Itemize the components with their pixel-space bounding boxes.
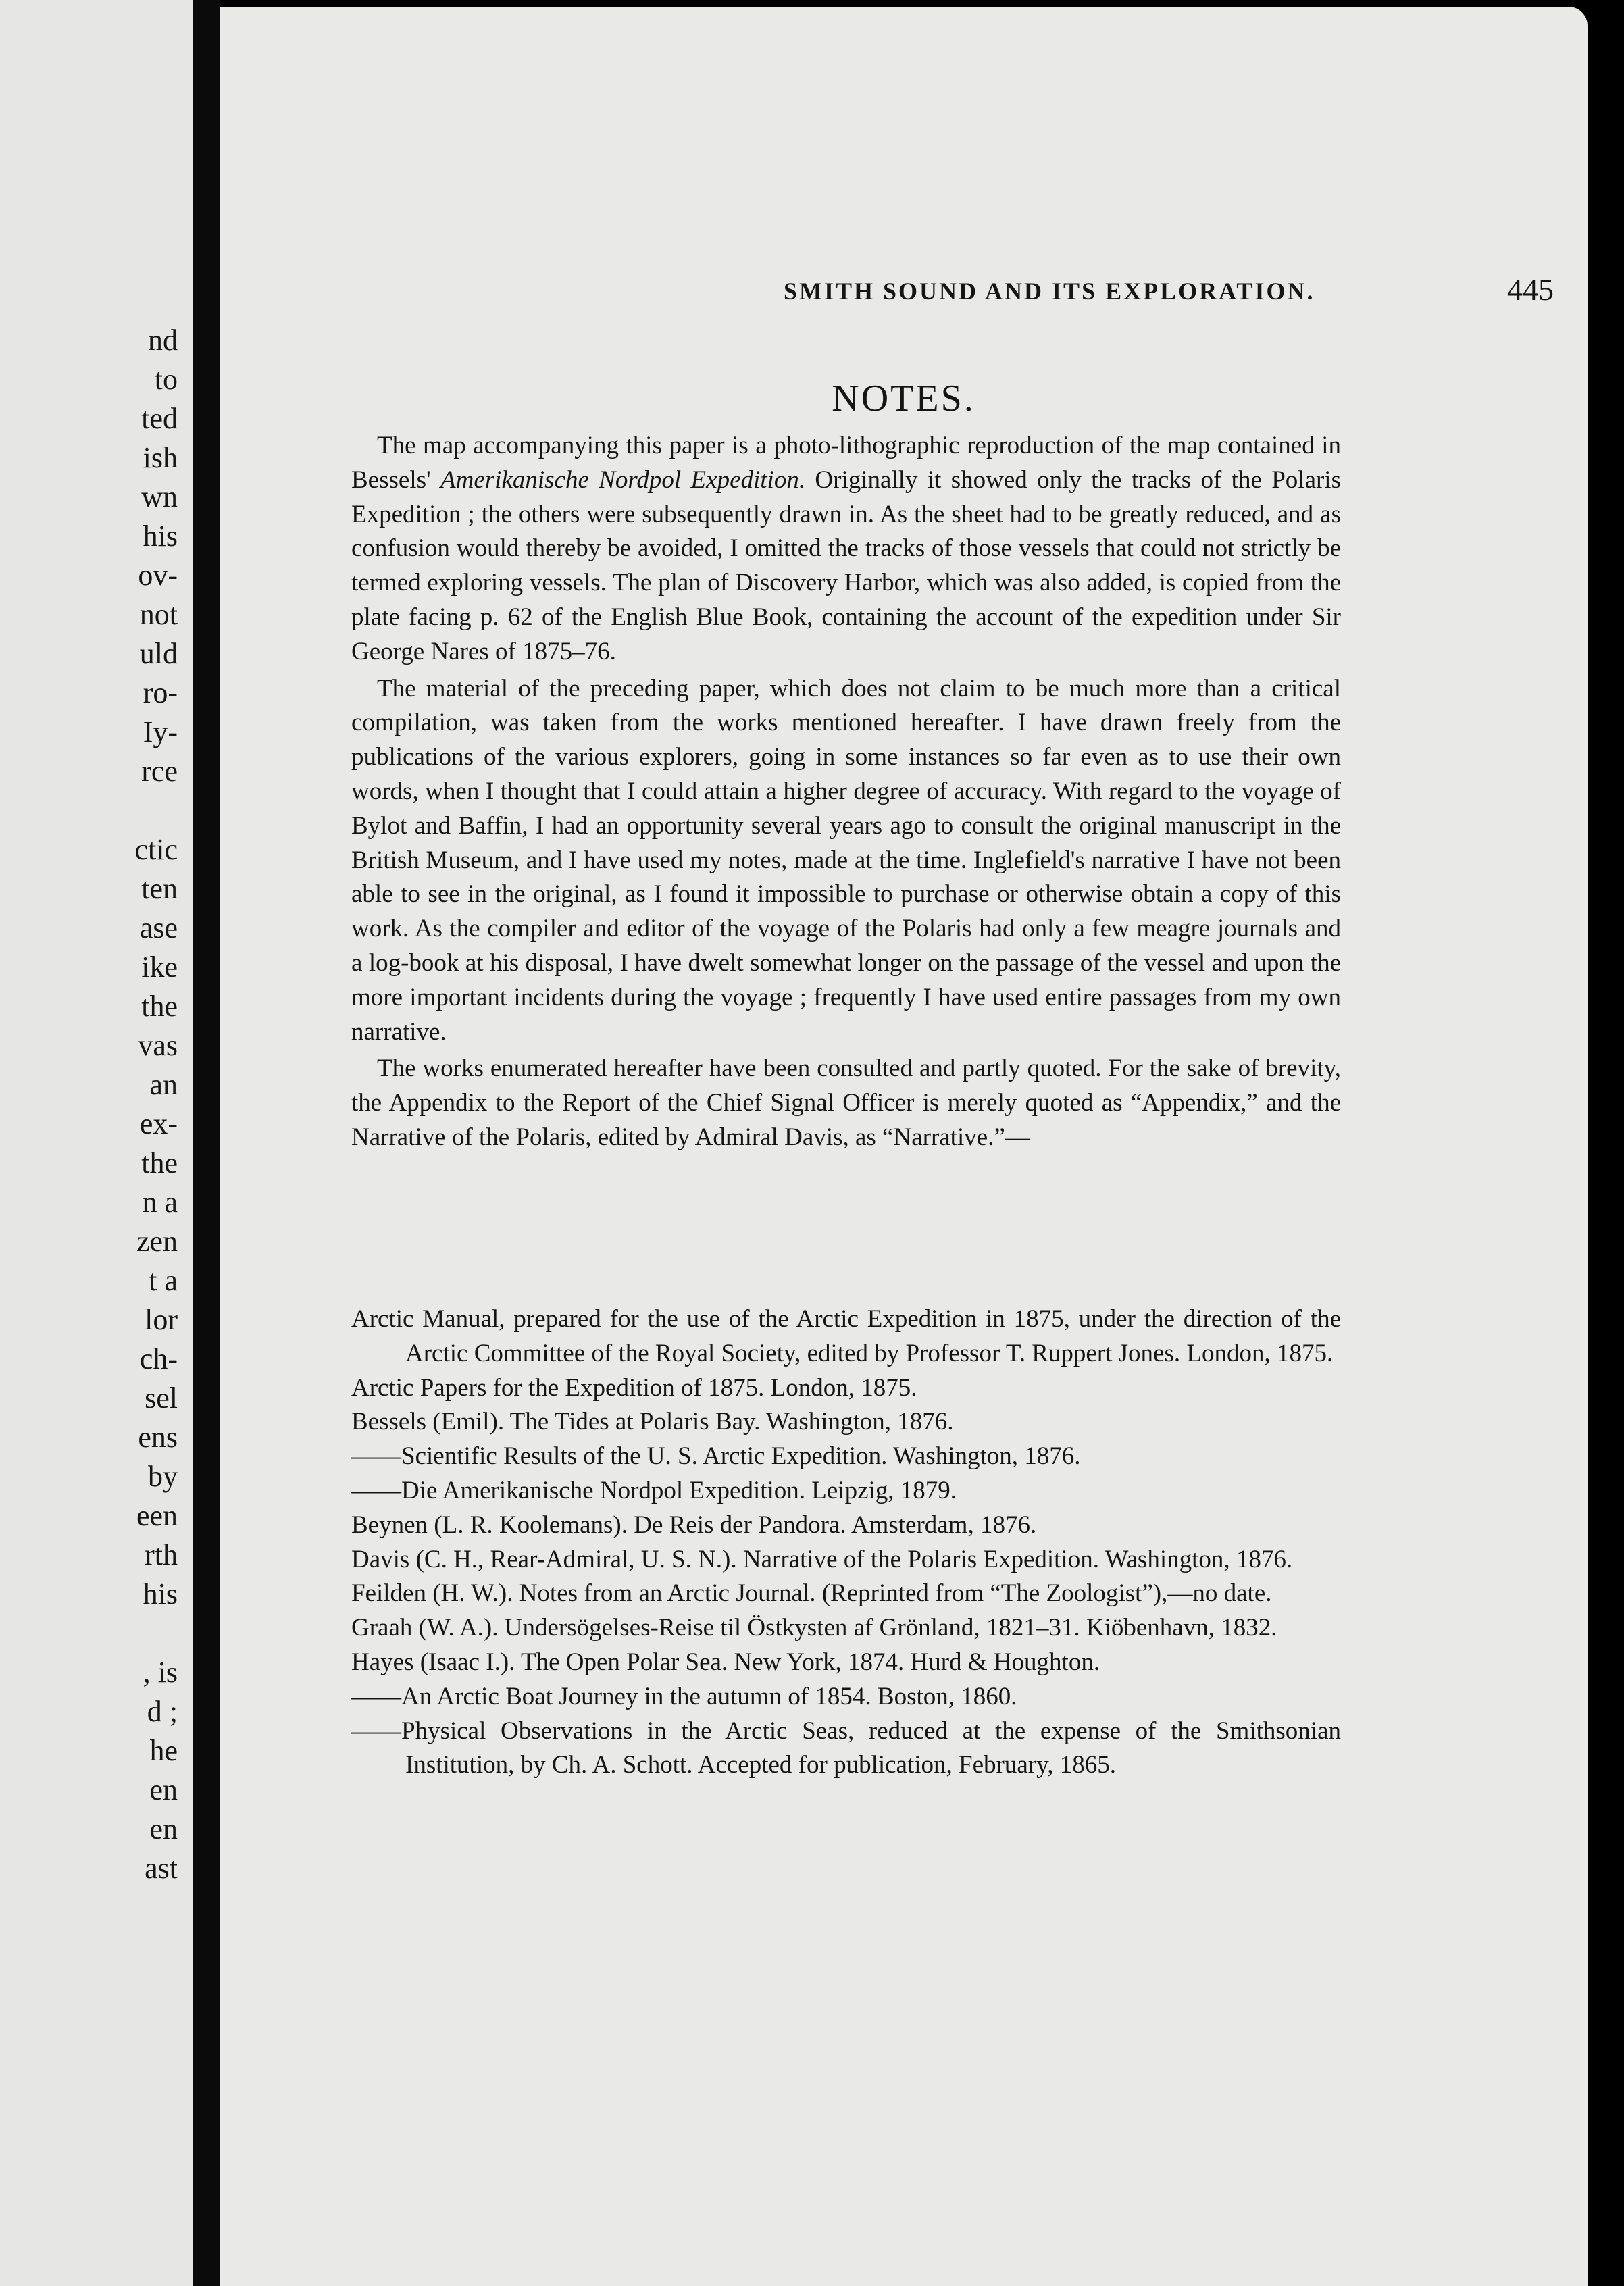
facing-page-line: ctic: [134, 833, 178, 866]
book-title-italic: Amerikanische Nordpol Expedition.: [440, 465, 806, 494]
paragraph-2: The material of the preceding paper, which does not claim to be much more than a critical compilation, was taken from the works mentioned hereafter. I have drawn freely from the publications of the various explorers, going in some instances so far even as to use their own words, when I thought that I could attain a higher degree of accuracy. With regard to the voyage of Bylot and Baffin, I had an opportunity several years ago to consult the original manuscript in the British Museum, and I have used my notes, made at the time. Inglefield's narrative I have not been able to see in the original, as I found it impossible to purchase or otherwise obtain a copy of this work. As the compiler and editor of the voyage of the Polaris had only a few meagre journals and a log-book at his disposal, I have dwelt somewhat longer on the passage of the vessel and upon the more important incidents during the voyage ; frequently I have used entire passages from my own narrative.: [351, 674, 1341, 1046]
facing-page-line: zen: [136, 1225, 178, 1258]
facing-page-line: wn: [141, 480, 178, 513]
facing-page-line: , is: [143, 1656, 178, 1689]
reference-item: Hayes (Isaac I.). The Open Polar Sea. New York, 1874. Hurd & Houghton.: [351, 1648, 1100, 1676]
paragraph-3: The works enumerated hereafter have been consulted and partly quoted. For the sake of brevity, the Appendix to the Report of the Chief Signal Officer is merely quoted as “Appendix,” and the Narrative of the Polaris, edited by Admiral Davis, as “Narrative.”—: [351, 1055, 1341, 1151]
facing-page-line: en: [149, 1773, 178, 1806]
facing-page-line: his: [143, 519, 178, 553]
facing-page-line: uld: [139, 637, 178, 670]
paragraph-1-text-end: Originally it showed only the tracks of the Polaris Expedition ; the others were subsequently drawn in. As the sheet had to be greatly reduced, and as confusion would thereby be avoided, I omitted the tracks of those vessels that could not strictly be termed exploring vessels. The plan of Discovery Harbor, which was also added, is copied from the plate facing p. 62 of the English Blue Book, containing the account of the expedition under Sir George Nares of 1875–76.: [351, 465, 1341, 665]
facing-page-line: Iy-: [143, 715, 178, 748]
facing-page-line: rth: [145, 1538, 178, 1571]
paragraph-1: [351, 429, 1341, 669]
paragraph-1-text-start: The map accompanying this paper is a photo-lithographic reproduction of the map contained in Bessels': [351, 432, 1341, 494]
section-title: NOTES.: [832, 378, 975, 420]
page-number: 445: [1507, 272, 1554, 307]
facing-page-line: not: [139, 598, 178, 631]
facing-page: [0, 0, 193, 2286]
facing-page-line: een: [136, 1499, 178, 1532]
facing-page-line: n a: [142, 1186, 178, 1219]
facing-page-line: by: [148, 1460, 178, 1493]
facing-page-line: his: [143, 1577, 178, 1610]
facing-page-line: [0, 791, 193, 830]
facing-page-line: ro-: [143, 676, 178, 709]
facing-page-line: ast: [145, 1852, 178, 1885]
facing-page-line: t a: [149, 1264, 178, 1297]
notes-body: [351, 429, 1341, 1158]
facing-page-line: ens: [138, 1421, 178, 1454]
page: [220, 7, 1588, 2286]
page-header: [561, 272, 1554, 312]
facing-page-line: [0, 1614, 193, 1653]
facing-page-line: ov-: [138, 559, 178, 592]
reference-item: Beynen (L. R. Koolemans). De Reis der Pandora. Amsterdam, 1876.: [351, 1510, 1037, 1539]
reference-item: ——An Arctic Boat Journey in the autumn of 1854. Boston, 1860.: [351, 1682, 1017, 1710]
facing-page-line: lor: [145, 1303, 178, 1336]
facing-page-line: ike: [141, 950, 178, 984]
facing-page-line: ish: [143, 441, 178, 474]
reference-item: ——Scientific Results of the U. S. Arctic Expedition. Washington, 1876.: [351, 1442, 1081, 1471]
reference-item: Arctic Papers for the Expedition of 1875. London, 1875.: [351, 1373, 917, 1402]
reference-item: Arctic Manual, prepared for the use of the Arctic Expedition in 1875, under the direction of the Arctic Committee of the Royal Society, edited by Professor T. Ruppert Jones. London, 1875.: [351, 1305, 1341, 1367]
facing-page-line: sel: [145, 1381, 178, 1415]
facing-page-line: d ;: [147, 1695, 178, 1728]
facing-page-line: ten: [141, 872, 178, 905]
facing-page-text: [0, 321, 193, 1888]
facing-page-line: nd: [148, 324, 178, 357]
facing-page-line: ase: [139, 911, 178, 944]
reference-item: Davis (C. H., Rear-Admiral, U. S. N.). Narrative of the Polaris Expedition. Washington, 1876.: [351, 1545, 1293, 1573]
facing-page-line: ch-: [139, 1342, 178, 1375]
facing-page-line: an: [149, 1068, 178, 1101]
facing-page-line: the: [141, 990, 178, 1023]
reference-item: ——Die Amerikanische Nordpol Expedition. Leipzig, 1879.: [351, 1476, 957, 1504]
running-title: SMITH SOUND AND ITS EXPLORATION.: [784, 278, 1315, 305]
facing-page-line: en: [149, 1812, 178, 1846]
reference-item: ——Physical Observations in the Arctic Seas, reduced at the expense of the Smithsonian Institution, by Ch. A. Schott. Accepted for publication, February, 1865.: [351, 1717, 1341, 1779]
reference-list: [351, 1302, 1341, 1783]
reference-item: Bessels (Emil). The Tides at Polaris Bay. Washington, 1876.: [351, 1408, 954, 1436]
facing-page-line: rce: [141, 755, 178, 788]
book-gutter: [193, 0, 220, 2286]
facing-page-line: vas: [138, 1029, 178, 1062]
facing-page-line: he: [149, 1734, 178, 1767]
facing-page-line: to: [154, 363, 178, 396]
facing-page-line: ex-: [139, 1107, 178, 1140]
reference-item: Feilden (H. W.). Notes from an Arctic Journal. (Reprinted from “The Zoologist”),—no date.: [351, 1579, 1272, 1608]
reference-item: Graah (W. A.). Undersögelses-Reise til Östkysten af Grönland, 1821–31. Kiöbenhavn, 1832.: [351, 1614, 1277, 1642]
facing-page-line: ted: [141, 402, 178, 435]
facing-page-line: the: [141, 1146, 178, 1179]
